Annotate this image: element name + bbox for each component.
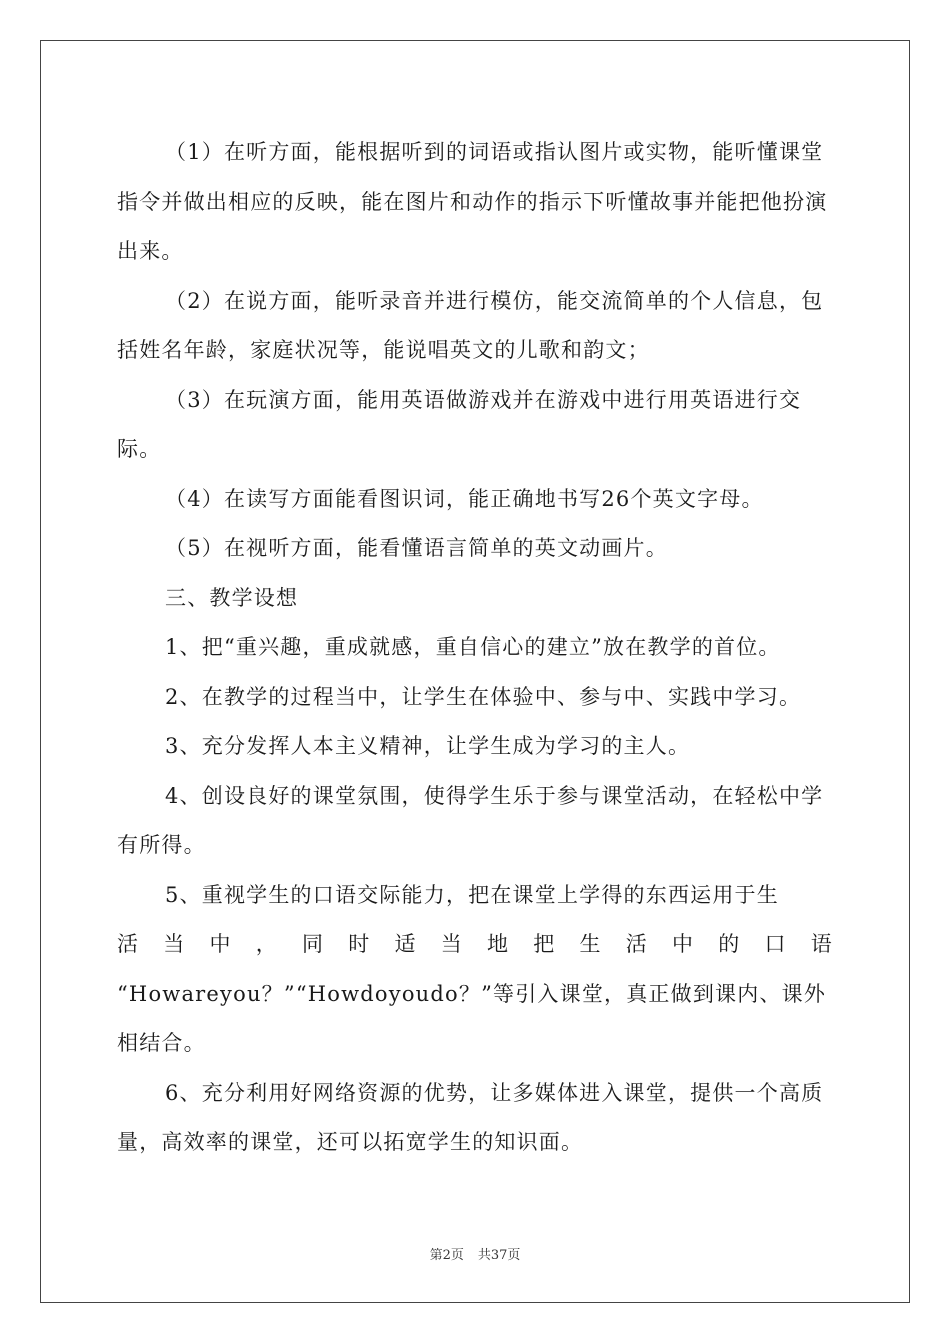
- list-item-6: 6、充分利用好网络资源的优势，让多媒体进入课堂，提供一个高质量，高效率的课堂，还可以拓宽学生的知识面。: [117, 1080, 824, 1154]
- paragraph-listening: （1）在听方面，能根据听到的词语或指认图片或实物，能听懂课堂指令并做出相应的反映，能在图片和动作的指示下听懂故事并能把他扮演出来。: [117, 140, 828, 263]
- page-total: 共37页: [477, 1248, 521, 1263]
- section-heading: 三、教学设想: [165, 585, 299, 610]
- paragraph-speaking: （2）在说方面，能听录音并进行模仿，能交流简单的个人信息，包括姓名年龄，家庭状况等，能说唱英文的儿歌和韵文；: [117, 288, 824, 362]
- paragraph-reading-writing: （4）在读写方面能看图识词，能正确地书写26个英文字母。: [165, 486, 764, 511]
- list-item-3: 3、充分发挥人本主义精神，让学生成为学习的主人。: [165, 734, 691, 758]
- page-footer: [0, 1244, 950, 1263]
- paragraph-viewing: （5）在视听方面，能看懂语言简单的英文动画片。: [165, 536, 668, 560]
- page-number: 第2页: [429, 1248, 464, 1263]
- document-body: [117, 128, 833, 1168]
- list-item-2: 2、在教学的过程当中，让学生在体验中、参与中、实践中学习。: [165, 684, 802, 709]
- list-item-1: 1、把“重兴趣，重成就感，重自信心的建立”放在教学的首位。: [165, 635, 781, 659]
- list-item-5-line-2: 活 当 中 ， 同 时 适 当 地 把 生 活 中 的 口 语: [117, 932, 833, 956]
- list-item-5-line-1: 5、重视学生的口语交际能力，把在课堂上学得的东西运用于生: [165, 882, 779, 907]
- list-item-4: 4、创设良好的课堂氛围，使得学生乐于参与课堂活动，在轻松中学有所得。: [117, 783, 824, 857]
- paragraph-playing: （3）在玩演方面，能用英语做游戏并在游戏中进行用英语进行交际。: [117, 387, 802, 461]
- list-item-5-line-3: “Howareyou？”“Howdoyoudo？”等引入课堂，真正做到课内、课外相结合。: [117, 981, 827, 1055]
